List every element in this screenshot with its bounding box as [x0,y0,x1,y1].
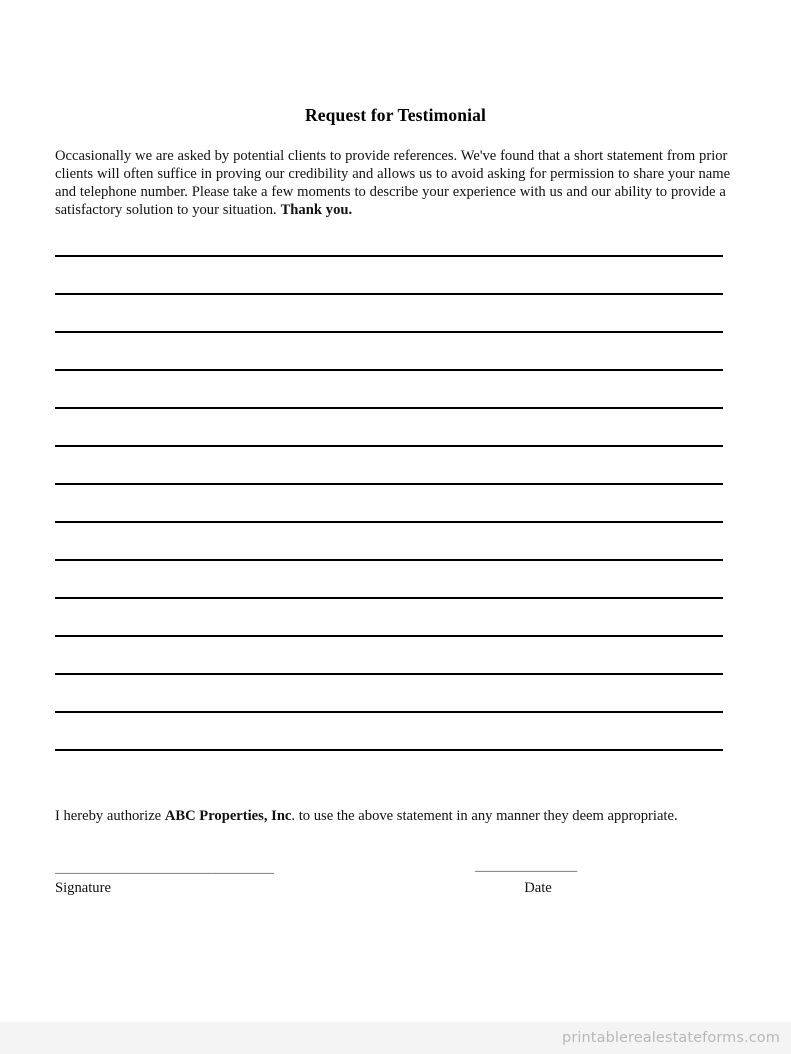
writing-line[interactable] [55,635,723,637]
writing-line[interactable] [55,407,723,409]
writing-line[interactable] [55,293,723,295]
writing-line[interactable] [55,559,723,561]
writing-line[interactable] [55,711,723,713]
writing-line[interactable] [55,331,723,333]
writing-line[interactable] [55,673,723,675]
writing-line[interactable] [55,521,723,523]
intro-paragraph-body: Occasionally we are asked by potential clients to provide references. We've found that a short statement from prior clients will often suffice in proving our credibility and allows us to avoid asking for permission to share your name and telephone number. Please take a few moments to describe your experience with us and our ability to provide a satisfactory solution to your situation. [55,147,731,219]
authorization-suffix: . to use the above statement in any manner they deem appropriate. [291,807,678,824]
authorization-prefix: I hereby authorize [55,807,165,824]
signature-label: Signature [55,880,111,896]
signature-line[interactable]: ______________________________ [55,860,274,876]
page-title: Request for Testimonial [304,104,487,125]
writing-line[interactable] [55,483,723,485]
writing-line[interactable] [55,255,723,257]
intro-paragraph [55,147,737,220]
writing-line[interactable] [55,749,723,751]
footer-watermark: printablerealestateforms.com [562,1030,780,1046]
writing-line[interactable] [55,597,723,599]
date-label: Date [524,880,552,896]
writing-line[interactable] [55,445,723,447]
date-line[interactable]: ______________ [475,858,578,874]
intro-paragraph-thank-you: Thank you. [280,202,353,219]
writing-line[interactable] [55,369,723,371]
authorization-company-name: ABC Properties, Inc [164,807,292,824]
authorization-statement [55,807,725,825]
